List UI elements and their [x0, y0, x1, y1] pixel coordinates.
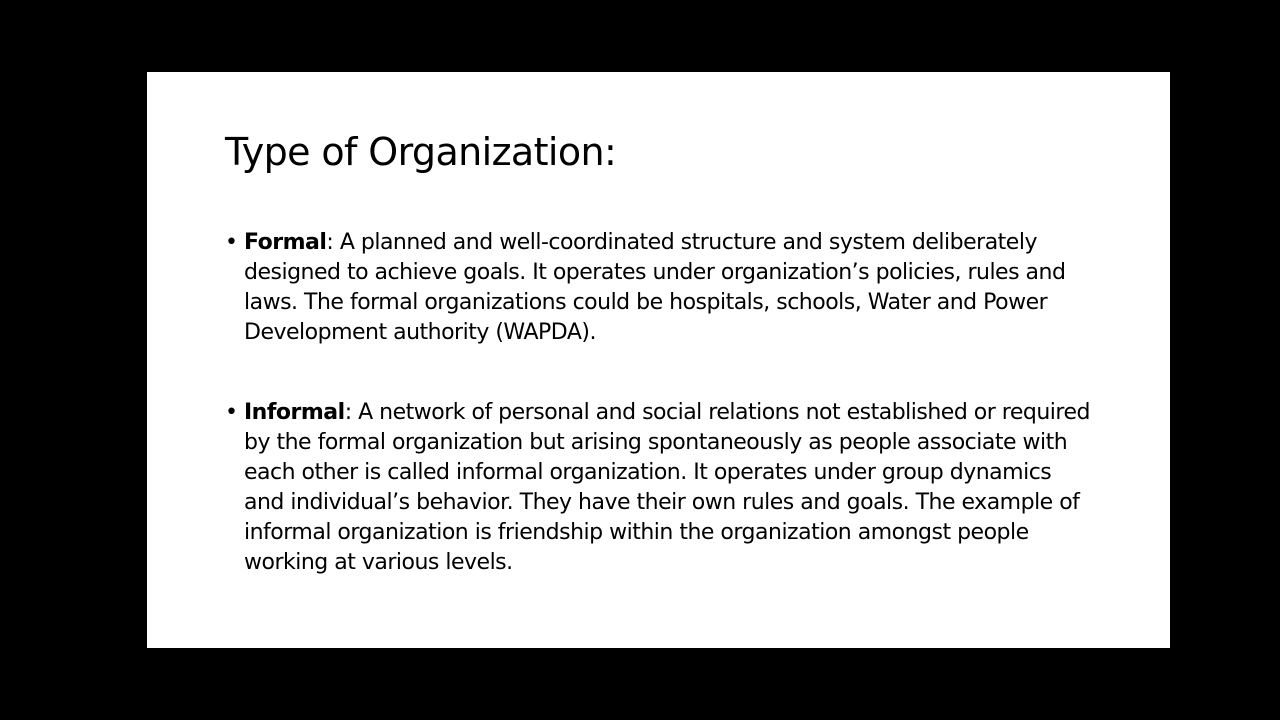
bullet-item-formal: [225, 228, 1095, 348]
bullet-dot-icon: •: [225, 230, 238, 255]
term-formal: Formal: [244, 230, 327, 255]
definition-informal: : A network of personal and social relations not established or required by the formal organization but arising spontaneously as people associate with each other is called informal organization. It operates under group dynamics and individual’s behavior. They have their own rules and goals. The example of informal organization is friendship within the organization amongst people working at various levels.: [244, 400, 1090, 575]
bullet-item-informal: [225, 398, 1095, 578]
slide-title: Type of Organization:: [225, 130, 617, 174]
bullet-dot-icon: •: [225, 400, 238, 425]
bullet-list: [225, 228, 1095, 578]
slide: [147, 72, 1170, 648]
term-informal: Informal: [244, 400, 345, 425]
definition-formal: : A planned and well-coordinated structure and system deliberately designed to achieve goals. It operates under organization’s policies, rules and laws. The formal organizations could be hospitals, schools, Water and Power Development authority (WAPDA).: [244, 230, 1066, 345]
